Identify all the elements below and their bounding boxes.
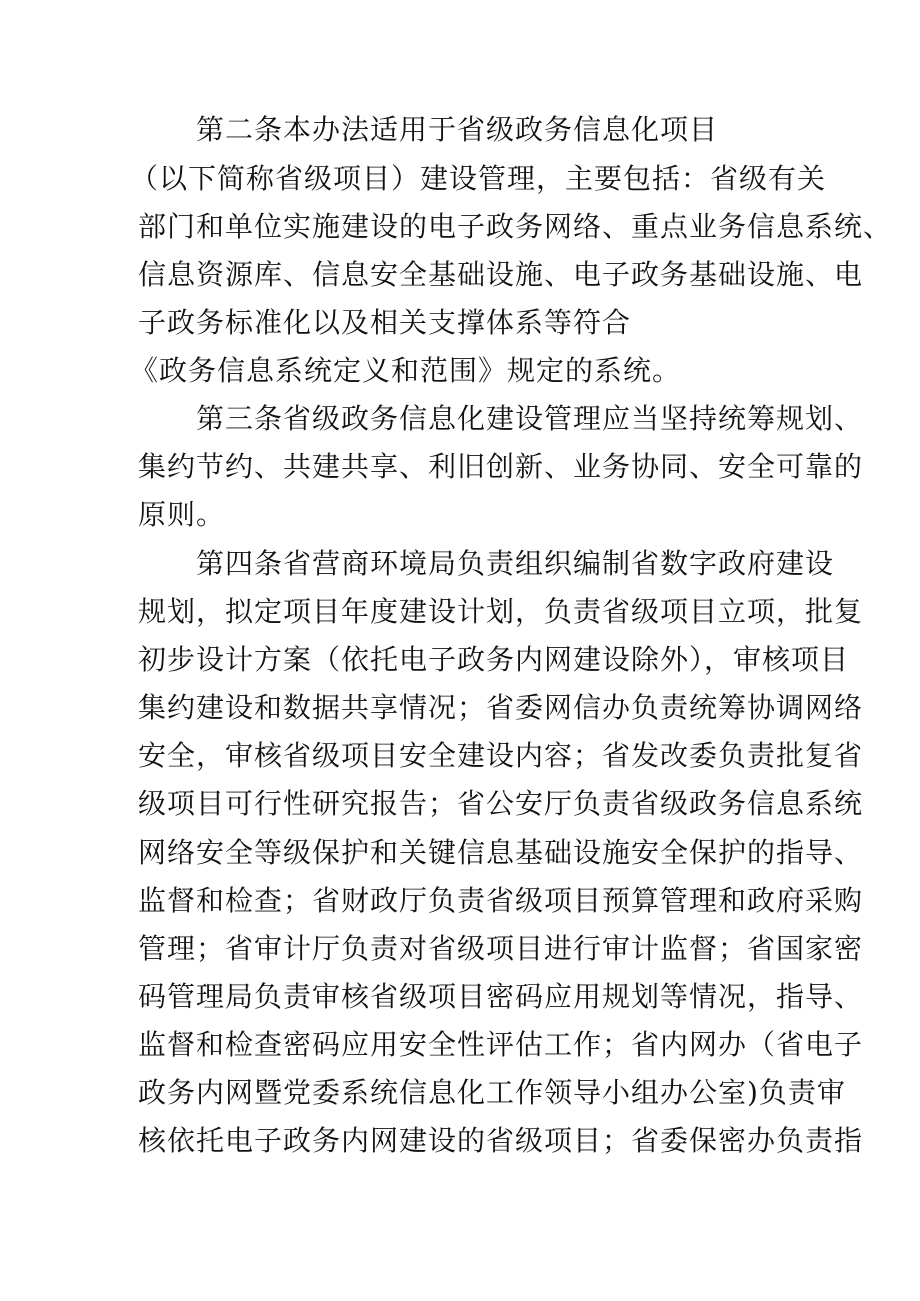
- article4-line-12: 政务内网暨党委系统信息化工作领导小组办公室)负责审: [138, 1076, 846, 1109]
- article4-line-6: 级项目可行性研究报告；省公安厅负责省级政务信息系统: [138, 787, 864, 820]
- article2-line-5: 子政务标准化以及相关支撑体系等符合: [138, 306, 632, 339]
- article2-line-1: 第二条本办法适用于省级政务信息化项目: [196, 113, 719, 146]
- article3-line-3: 原则。: [138, 498, 226, 531]
- article4-line-2: 规划，拟定项目年度建设计划，负责省级项目立项，批复: [138, 595, 864, 628]
- article4-line-11: 监督和检查密码应用安全性评估工作；省内网办（省电子: [138, 1028, 864, 1061]
- article4-line-10: 码管理局负责审核省级项目密码应用规划等情况，指导、: [138, 980, 864, 1013]
- article4-line-5: 安全，审核省级项目安全建设内容；省发改委负责批复省: [138, 739, 864, 772]
- article2-line-3: 部门和单位实施建设的电子政务网络、重点业务信息系统、: [138, 210, 893, 243]
- article4-line-8: 监督和检查；省财政厅负责省级项目预算管理和政府采购: [138, 884, 864, 917]
- article2-line-6: 《政务信息系统定义和范围》规定的系统。: [130, 354, 682, 387]
- article3-line-2: 集约节约、共建共享、利旧创新、业务协同、安全可靠的: [138, 450, 864, 483]
- article4-line-9: 管理；省审计厅负责对省级项目进行审计监督；省国家密: [138, 932, 864, 965]
- article2-line-2: （以下简称省级项目）建设管理，主要包括：省级有关: [130, 162, 827, 195]
- article4-line-1: 第四条省营商环境局负责组织编制省数字政府建设: [196, 547, 835, 580]
- article4-line-13: 核依托电子政务内网建设的省级项目；省委保密办负责指: [138, 1124, 864, 1157]
- article4-line-7: 网络安全等级保护和关键信息基础设施安全保护的指导、: [138, 836, 864, 869]
- article2-line-4: 信息资源库、信息安全基础设施、电子政务基础设施、电: [138, 258, 864, 291]
- article4-line-3: 初步设计方案（依托电子政务内网建设除外），审核项目: [138, 643, 850, 676]
- article3-line-1: 第三条省级政务信息化建设管理应当坚持统筹规划、: [196, 402, 864, 435]
- article4-line-4: 集约建设和数据共享情况；省委网信办负责统筹协调网络: [138, 691, 864, 724]
